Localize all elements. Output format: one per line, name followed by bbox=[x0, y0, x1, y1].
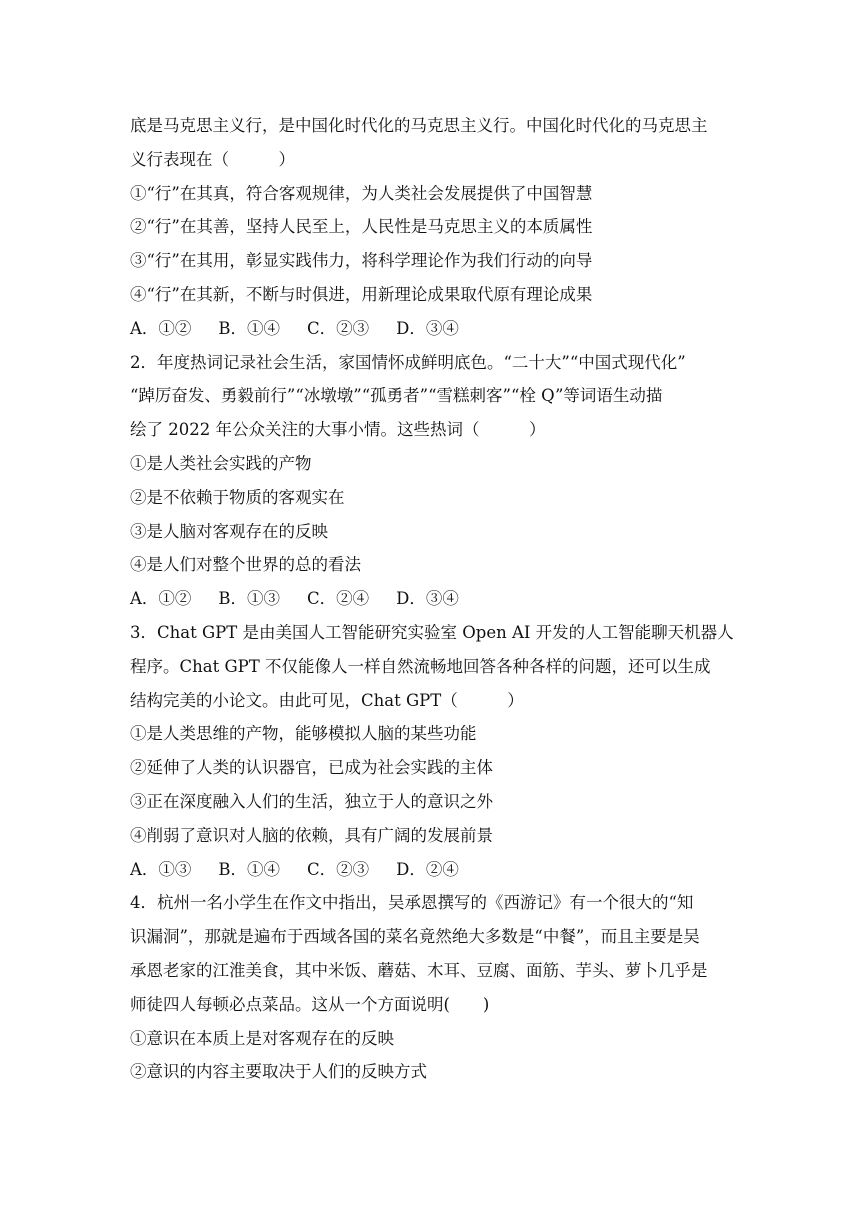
q3-answer-choices: A．①③ B．①④ C．②③ D．②④ bbox=[130, 859, 459, 879]
q3-stem-line-2: 程序。Chat GPT 不仅能像人一样自然流畅地回答各种各样的问题，还可以生成 bbox=[130, 656, 711, 676]
q3-option-2: ②延伸了人类的认识器官，已成为社会实践的主体 bbox=[130, 758, 493, 778]
q4-option-2: ②意识的内容主要取决于人们的反映方式 bbox=[130, 1062, 427, 1082]
q4-option-1: ①意识在本质上是对客观存在的反映 bbox=[130, 1028, 394, 1048]
q2-stem-line-1: 2．年度热词记录社会生活，家国情怀成鲜明底色。“二十大”“中国式现代化” bbox=[130, 352, 686, 372]
document-page bbox=[130, 109, 735, 1089]
q2-stem-line-2: “踔厉奋发、勇毅前行”“冰墩墩”“孤勇者”“雪糕刺客”“栓 Q”等词语生动描 bbox=[130, 386, 663, 406]
q2-stem-line-3: 绘了 2022 年公众关注的大事小情。这些热词（ ） bbox=[130, 420, 546, 440]
q3-stem-line-1: 3．Chat GPT 是由美国人工智能研究实验室 Open AI 开发的人工智能聊天机器人 bbox=[130, 622, 734, 642]
q2-option-2: ②是不依赖于物质的客观实在 bbox=[130, 487, 345, 507]
q1-stem-line-2: 义行表现在（ ） bbox=[130, 149, 295, 169]
q2-option-1: ①是人类社会实践的产物 bbox=[130, 453, 312, 473]
q4-stem-line-2: 识漏洞”，那就是遍布于西域各国的菜名竟然绝大多数是“中餐”，而且主要是吴 bbox=[130, 927, 700, 947]
q3-option-3: ③正在深度融入人们的生活，独立于人的意识之外 bbox=[130, 791, 493, 811]
q1-option-4: ④“行”在其新，不断与时俱进，用新理论成果取代原有理论成果 bbox=[130, 284, 593, 304]
q4-stem-line-3: 承恩老家的江淮美食，其中米饭、蘑菇、木耳、豆腐、面筋、芋头、萝卜几乎是 bbox=[130, 960, 708, 980]
q1-option-2: ②“行”在其善，坚持人民至上，人民性是马克思主义的本质属性 bbox=[130, 217, 593, 237]
q3-option-4: ④削弱了意识对人脑的依赖，具有广阔的发展前景 bbox=[130, 825, 493, 845]
q2-answer-choices: A．①② B．①③ C．②④ D．③④ bbox=[130, 589, 459, 609]
q3-stem-line-3: 结构完美的小论文。由此可见，Chat GPT（ ） bbox=[130, 690, 524, 710]
q4-stem-line-4: 师徒四人每顿必点菜品。这从一个方面说明( ) bbox=[130, 994, 490, 1014]
q2-option-4: ④是人们对整个世界的总的看法 bbox=[130, 555, 361, 575]
q3-option-1: ①是人类思维的产物，能够模拟人脑的某些功能 bbox=[130, 724, 477, 744]
q1-option-3: ③“行”在其用，彰显实践伟力，将科学理论作为我们行动的向导 bbox=[130, 251, 593, 271]
q1-stem-line-1: 底是马克思主义行，是中国化时代化的马克思主义行。中国化时代化的马克思主 bbox=[130, 116, 708, 135]
q1-option-1: ①“行”在其真，符合客观规律，为人类社会发展提供了中国智慧 bbox=[130, 183, 593, 203]
q4-stem-line-1: 4．杭州一名小学生在作文中指出，吴承恩撰写的《西游记》有一个很大的“知 bbox=[130, 893, 694, 913]
q2-option-3: ③是人脑对客观存在的反映 bbox=[130, 521, 328, 541]
q1-answer-choices: A．①② B．①④ C．②③ D．③④ bbox=[130, 318, 459, 338]
